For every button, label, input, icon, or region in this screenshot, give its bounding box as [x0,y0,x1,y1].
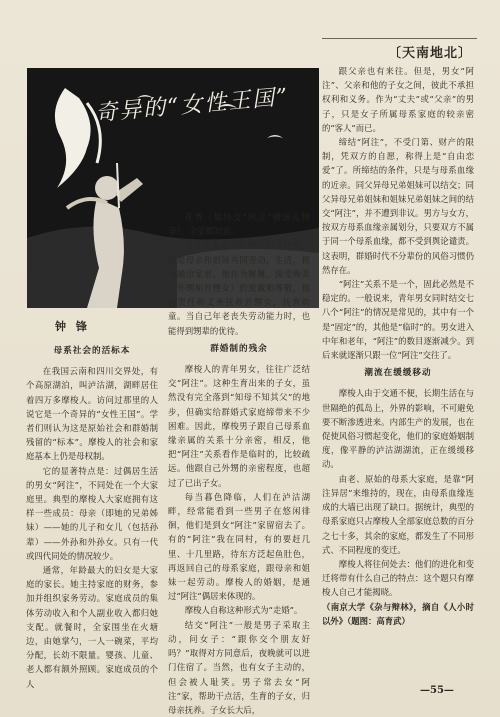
paragraph: 缔结“阿注”，不受门第、财产的限制，凭双方的自愿，称得上是“自由恋爱”了。所缔结的条件，只是与母系血缘的近亲。同父异母兄弟姐妹可以结交；同父异母兄弟姐妹和姐妹兄弟姐妹之间的结交“阿注”，并不遭到非议。男方与女方，按双方母系血缘亲属划分，只要双方不属于同一个母系血缘，都不受到舆论谴责。这表明，群婚时代不分辈份的风俗习惯仍然存在。 [322,137,474,275]
paragraph: 每当暮色降临，人们在泸沽湖畔，经常能看到一些男子在悠闲徘徊，他们是到女“阿注”家留宿去了。有的“阿注”我在同村，有的要赶几里、十几里路，待东方泛起鱼肚色，再返回自己的母系家庭，跟母亲和姐妹一起劳动。摩梭人的婚姻，是通过“阿注”偶居来体现的。 [168,491,310,602]
paragraph: 摩梭人由于交通不便，长期生活在与世隔绝的孤岛上，外界的影响，不可避免要不断渗透进来。内部生产的发展，也在促使风俗习惯起变化，他们的家庭婚姻制度，像平静的泸沽湖湖流，正在缓缓移动。 [322,388,474,470]
text-column-2 [168,210,310,715]
page-number: —55— [420,685,454,696]
section-tag: 〔天南地北〕 [388,46,473,61]
paragraph: 在我国云南和四川交界处，有个高原湖泊，叫泸沽湖，湖畔居住着四万多摩梭人。访问过那里的人说它是一个奇异的“女性王国”。学者们则认为这是原始社会和群婚制残留的“标本”。摩梭人的社会和家庭基本上仍是母权制。 [26,366,158,462]
paragraph: 摩梭人将往何处去：他们的进化和变迁将带有什么自己的特点：这个题只有摩梭人自己才能揭晓。 [322,558,474,598]
paragraph: 男子在家庭中的地位相当特殊。他是母亲和姐妹共同劳动，生活，极为融洽家里。他作为舅舅，深受晚辈（外甥和外甥女）的爱戴和尊敬，他有责任和义务抚养外甥女，抚育幼童。当自己年老丧失劳动能力时，也能得到甥辈的优待。 [168,240,310,336]
subheading: 群婚制的残余 [210,343,268,354]
paragraph: 花费（如结交“阿注”赠送礼物等），全家都知道。 [168,212,310,237]
byline: 钟 锋 [55,320,90,333]
paragraph: 结交“阿注”一般是男子采取主动，问女子：“跟你交个朋友好吗？”取得对方同意后，夜晚就可以进门住宿了。当然，也有女子主动的，但会被人耻笑。男子常去女“阿注”家，帮助干点活，生育的子女，归母亲抚养。子女长大后， [168,619,310,715]
subheading: 潮流在缓缓移动 [364,368,432,379]
paragraph: “阿注”关系不是一个，固此必然是不稳定的。一般说来，青年男女同时结交七八个“阿注”的情况是常见的，其中有一个是“固定”的，其他是“临时”的。男女进入中年和老年，“阿注”的数目逐渐减少。到后来就逐渐只跟一位“阿注”交往了。 [322,279,474,361]
paragraph: 摩梭人的青年男女，往往广泛结交“阿注”。这种生育出来的子女，虽然没有完全落到“知母不知其父”的地步，但确实给群婚式家庭缔带来不少困难。因此，摩梭男子跟自己母系血缘亲属的关系十分亲密，相反，他把“阿注”关系看作是临时的，比较疏远。他跟自己外甥的亲密程度，也超过了已出子女。 [168,364,310,488]
paragraph: 它的显著特点是：过偶居生活的男女“阿注”，不同处在一个大家庭里。典型的摩梭人大家庭拥有这样一些成员：母亲（即她的兄弟姊妹）——她的儿子和女儿（包括孙辈）——外孙和外孙女。只有一代或四代同处的情况较少。 [26,465,158,561]
paragraph: 摩梭人自称这种形式为“走婚”。 [184,605,303,616]
text-column-3 [322,64,474,664]
paragraph: 跟父亲也有来往。但是，男女“阿注”、父亲和他的子女之间，彼此不承担权利和义务。作为“丈夫”或“父亲”的男子，只是女子所属母系家庭的较亲密的“客人”而已。 [322,66,474,133]
illustration-title: 奇异的“女性王国” [94,84,291,127]
paragraph: 通常，年龄最大的妇女是大家庭的家长。她主持家庭的财务，参加并组织家务劳动。家庭成员的集体劳动收入和个人副业收入都归她支配。就餐时，全家围坐在火塘边，由她掌勺，一人一碗菜，平均分配，长幼不限量。婴孩、儿童、老人都有额外照顾。家庭成员的个人 [26,565,158,689]
paragraph: 由老、原始的母系大家庭，是靠“阿注异居”来维持的，现在，由母系血缘连成的大墙已出现了缺口。据统计，典型的母系家庭只占摩梭人全部家庭总数的百分之七十多，其余的家庭，都发生了不同形式、不同程度的变迁。 [322,473,474,555]
source-note: （南京大学《杂与辩林》，摘自《人小时以外》（题图：高育武） [322,601,474,626]
text-column-1 [26,340,158,690]
header-rule [322,38,477,39]
subheading: 母系社会的活标本 [53,346,131,356]
